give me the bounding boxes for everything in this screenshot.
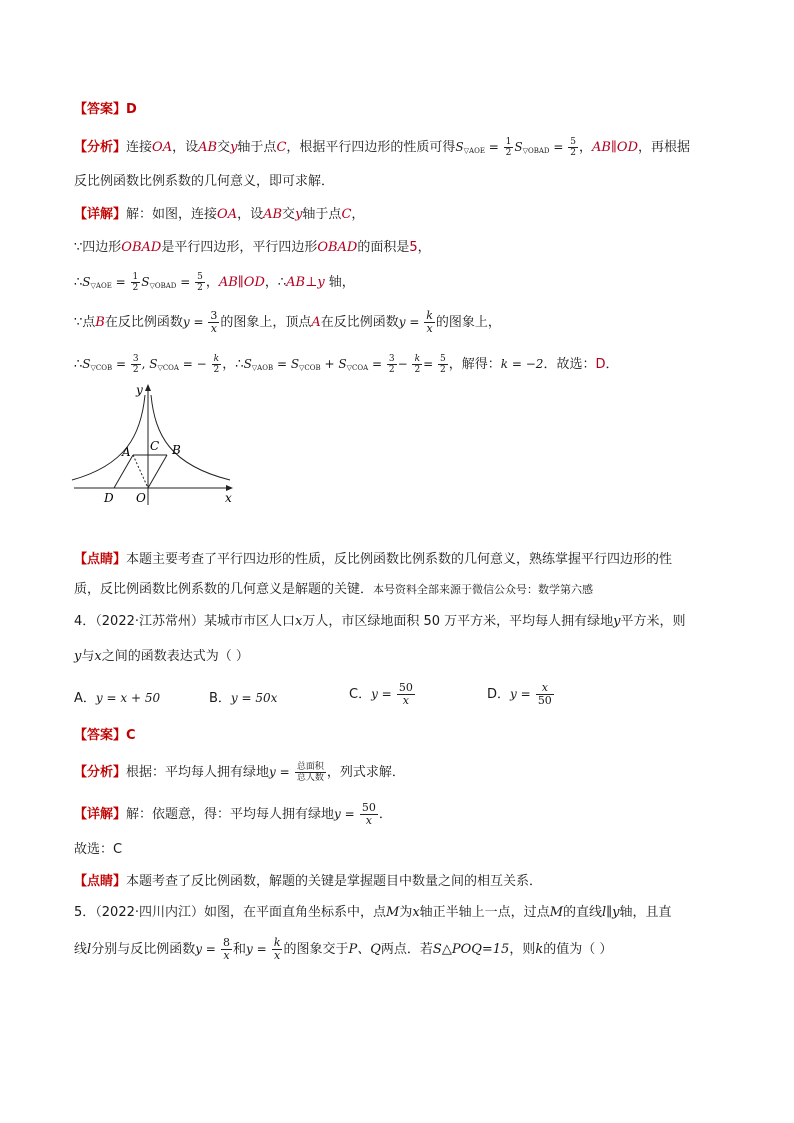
text: 本题主要考查了平行四边形的性质，反比例函数比例系数的几何意义，熟练掌握平行四边形的性 [126,552,673,567]
text: 轴，且直 [619,905,672,920]
numerator: 50 [361,801,376,814]
point-m: M [386,905,400,920]
q4-choose-line: 故选：C [74,842,123,857]
text: 5．（2022·四川内江）如图，在平面直角坐标系中，点 [74,905,386,920]
points-pq: P、Q [348,942,381,957]
var-k: k [535,942,544,957]
text: 交 [217,140,231,155]
q3-answer-line [74,100,137,120]
text: 根据：平均每人拥有绿地 [126,765,270,780]
fraction: $\frac{1}{2}$ [505,137,512,158]
text: 与 [81,649,95,664]
var-y: y = [269,765,290,779]
text: 轴于点 [302,207,342,222]
text: 的值为（ ） [543,942,613,957]
numerator: x [536,682,554,695]
text: 解：如图，连接 [126,207,218,222]
denominator: 50 [537,694,552,707]
text: 本题考查了反比例函数，解题的关键是掌握题目中数量之间的相互关系． [126,874,543,889]
q4-stem-line1 [74,612,686,632]
text: ，则 [509,942,536,957]
q3-figure [70,380,240,510]
denominator: 总人数 [296,773,324,783]
segment-oa [133,455,148,488]
text: ． [605,357,619,372]
text: 在反比例函数 [320,315,399,330]
k-value: k = −2 [500,357,544,371]
area-formula: $S_{▽COB}$ = $\frac{3}{2}$ , $S_{▽COA}$ = − $\frac{k}{2}$ [82,354,220,375]
fraction [272,937,283,962]
shape-name: OBAD [121,240,162,255]
q5-stem-line1 [74,903,672,923]
text: 质，反比例函数比例系数的几何意义是解题的关键． [74,582,374,597]
text: 在反比例函数 [104,315,183,330]
fraction [360,802,378,827]
choice: D [595,357,606,372]
answer-value: D [126,102,137,117]
text: 万人，市区绿地面积 50 万平方米，平均每人拥有绿地 [302,614,614,629]
detail-tag: 【详解】 [74,807,127,822]
label-x: x [225,491,232,505]
text: 的图象上，顶点 [220,315,312,330]
text: ，设 [172,140,199,155]
text: 的图象上， [435,315,501,330]
text: 之间的函数表达式为（ ） [101,649,249,664]
text: ，根据平行四边形的性质可得 [286,140,456,155]
segment-ob [148,455,167,488]
denominator: x [402,694,409,707]
text: ．故选： [543,357,596,372]
segment-ab: AB [198,140,218,155]
area-formula: $S_{▽AOB} = S_{▽COB} + S_{▽COA}$ = $\frac{3}{2}$ − $\frac{k}{2}$ = $\frac{5}{2}$ [243,354,446,375]
segment-ad [114,455,133,488]
var-y: y [613,614,621,629]
label-b: B [172,443,181,457]
fraction: $\frac{5}{2}$ [570,137,576,158]
text: ∵四边形 [74,240,122,255]
text: ，解得： [448,357,501,372]
answer-value: C [126,728,136,743]
point-c: C [276,140,287,155]
var-x: x [412,905,420,920]
analysis-tag: 【分析】 [74,765,127,780]
area-formula: $S_{▽AOE}$ = $\frac{1}{2}$ $S_{▽OBAD}$ = $\frac{5}{2}$ [455,137,576,158]
option-text: y = [510,687,531,701]
option-b[interactable] [209,688,277,709]
area-formula: $S_{▽AOE}$ = $\frac{1}{2}$ $S_{▽OBAD}$ = $\frac{5}{2}$ [82,272,203,293]
option-label: A． [74,691,96,706]
var-y: y [74,649,82,664]
detail-tag: 【详解】 [74,207,127,222]
line-relation: l∥y [602,905,620,920]
text: ， [351,207,365,222]
area-value: 5 [409,240,418,255]
parallel-relation: AB∥OD [218,275,265,290]
q3-detail-line1 [74,205,364,225]
q4-answer-line [74,726,136,746]
label-o: O [136,491,146,505]
option-label: B． [209,691,231,706]
text: ∵点 [74,315,96,330]
q4-detail-line [74,802,392,827]
text: ，∴ [264,275,287,290]
q5-stem-line2 [74,937,612,962]
text: 4．（2022·江苏常州）某城市市区人口 [74,614,295,629]
denominator: x [274,949,281,962]
text: ． [378,807,392,822]
text: ∴ [74,275,83,290]
option-label: D． [487,687,511,702]
q3-comment-line1 [74,550,672,570]
var-y: y = [334,807,355,821]
shape-name: OBAD [317,240,358,255]
numerator: 总面积 [296,762,324,772]
q4-comment-line [74,872,542,892]
function-formula: y = $\frac{3}{x}$ [182,309,218,335]
fraction: $\frac{k}{2}$ [213,354,220,375]
label-c: C [150,439,160,453]
text: ∴ [74,357,83,372]
text: ，设 [237,207,264,222]
fraction: $\frac{3}{x}$ [210,309,218,335]
text: 连接 [126,140,153,155]
text: ， [578,140,592,155]
parallel-relation: AB∥OD [591,140,638,155]
segment-oa: OA [217,207,238,222]
q4-options [74,681,734,710]
fraction: $\frac{k}{x}$ [426,309,433,335]
option-text: y = x + 50 [95,691,161,705]
text: 为 [399,905,413,920]
text: 轴正半轴上一点，过点 [419,905,550,920]
label-y: y [136,383,143,397]
option-d[interactable] [487,682,555,707]
text: 轴于点 [237,140,277,155]
curve-left [72,395,145,480]
segment-ab: AB [263,207,283,222]
option-label: C． [349,687,372,702]
source-note: 本号资料全部来源于微信公众号：数学第六感 [373,583,594,596]
q3-detail-line5 [74,354,619,378]
q3-detail-line3 [74,272,355,296]
q4-stem-line2 [74,647,249,667]
var-x: x [94,649,102,664]
denominator: x [365,814,372,827]
var-y: y = [195,942,216,956]
var-y: y [295,207,303,222]
label-d: D [104,491,114,505]
text: 线 [74,942,88,957]
option-c[interactable] [349,682,416,707]
text: 的直线 [563,905,603,920]
option-text: y = [371,687,392,701]
curve-right [151,395,230,480]
numerator: k [273,936,281,949]
denominator: x [223,949,230,962]
var-y: y [230,140,238,155]
fraction: $\frac{k}{2}$ [414,354,421,375]
q4-analysis-line [74,762,405,783]
option-a[interactable] [74,688,160,709]
text: 是平行四边形，平行四边形 [161,240,318,255]
fraction [221,937,232,962]
text: ，再根据 [638,140,691,155]
text: 分别与反比例函数 [91,942,196,957]
comment-tag: 【点睛】 [74,874,127,889]
text: ， [205,275,219,290]
analysis-tag: 【分析】 [74,140,127,155]
q3-analysis-line2: 反比例函数比例系数的几何意义，即可求解． [74,174,335,189]
point-c: C [341,207,352,222]
text: ，列式求解． [326,765,405,780]
line-l: l [87,942,92,957]
q3-detail-line4 [74,310,501,335]
text: 解：依题意，得：平均每人拥有绿地 [126,807,335,822]
text: 的图象交于 [283,942,349,957]
text: 和 [233,942,247,957]
fraction: $\frac{5}{2}$ [197,272,203,293]
q3-analysis-line [74,137,690,161]
text: 两点．若 [380,942,433,957]
comment-tag: 【点睛】 [74,552,127,567]
function-formula: y = $\frac{k}{x}$ [398,309,433,335]
option-text: y = 50x [230,691,278,705]
fraction [295,762,326,783]
label-a: A [122,445,131,459]
text: 的面积是 [357,240,410,255]
var-y: y = [246,942,267,956]
q3-comment-line2 [74,580,593,600]
numerator: 50 [398,681,413,694]
fraction [397,682,415,707]
q3-detail-line2 [74,238,431,258]
answer-tag: 【答案】 [74,102,127,117]
text: 平方米，则 [620,614,686,629]
y-axis-arrow [145,384,151,391]
fraction: $\frac{1}{2}$ [132,272,139,293]
text: 交 [282,207,296,222]
fraction: $\frac{5}{2}$ [440,354,446,375]
answer-tag: 【答案】 [74,728,127,743]
var-x: x [295,614,303,629]
text: ， [417,240,431,255]
fraction [536,682,554,707]
segment-oa: OA [152,140,173,155]
text: 轴， [324,275,355,290]
point-b: B [95,315,105,330]
numerator: 8 [223,936,230,949]
area-condition: S△POQ=15 [432,942,510,957]
perp-relation: AB⊥y [286,275,325,290]
point-a: A [311,315,321,330]
fraction: $\frac{3}{2}$ [388,354,395,375]
point-m: M [549,905,563,920]
text: ，∴ [222,357,244,372]
fraction: $\frac{3}{2}$ [132,354,139,375]
